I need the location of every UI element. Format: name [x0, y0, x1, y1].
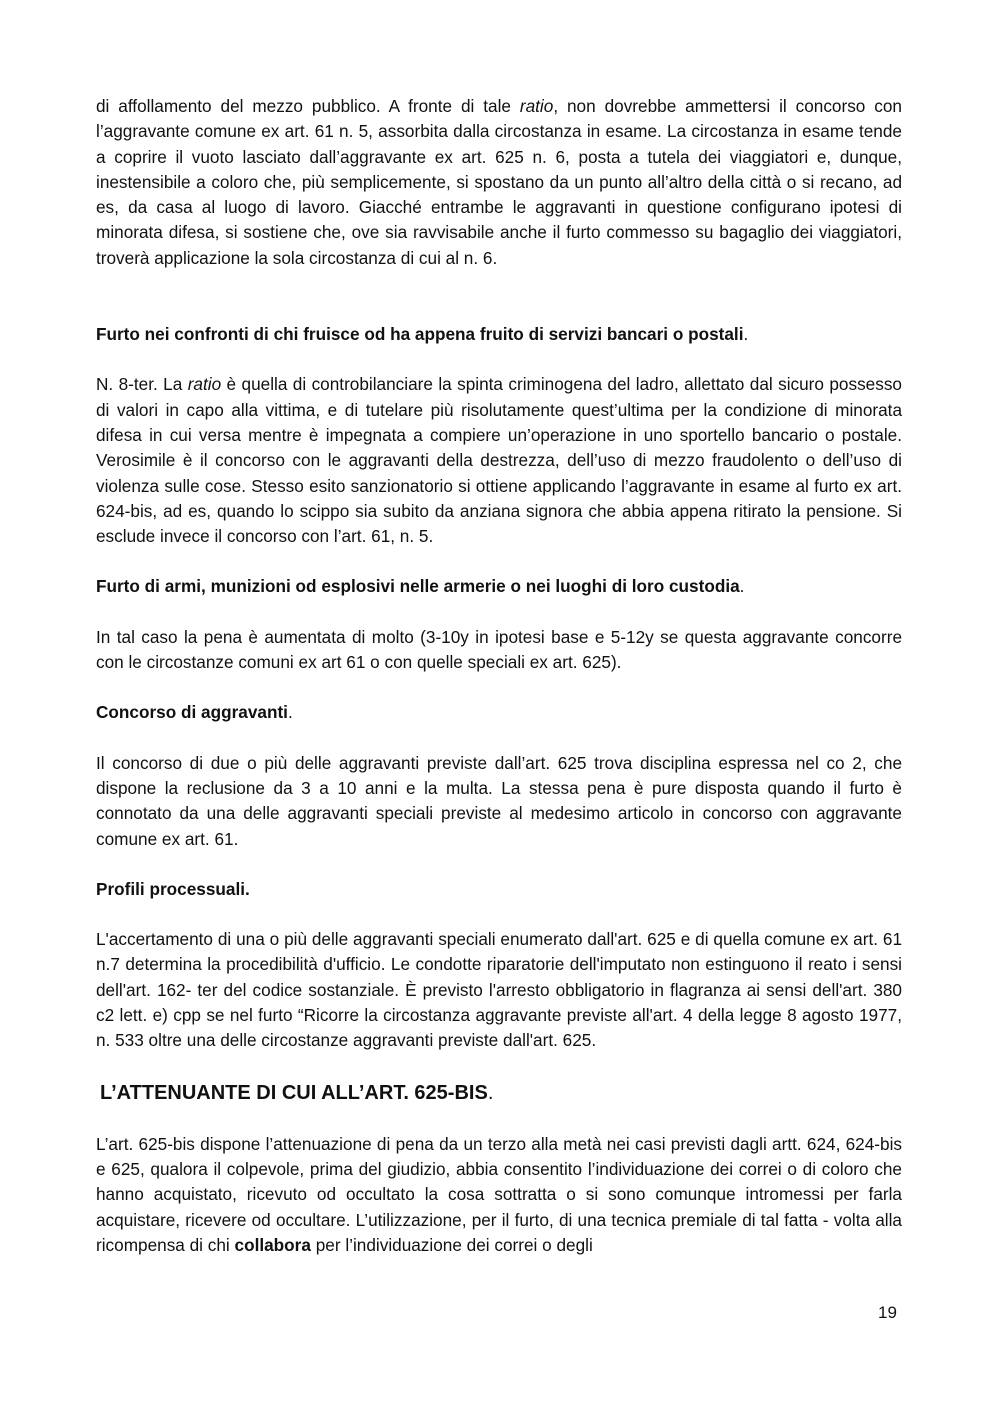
section-heading-text: L’ATTENUANTE DI CUI ALL’ART. 625-BIS [100, 1081, 488, 1104]
paragraph-pena-aumentata: In tal caso la pena è aumentata di molto (3-10y in ipotesi base e 5-12y se questa aggravante concorre con le circostanze comuni ex art 61 o con quelle speciali ex art. 625). [96, 626, 902, 673]
heading-text: Furto nei confronti di chi fruisce od ha appena fruito di servizi bancari o postali [96, 324, 744, 345]
paragraph-text: L’art. 625-bis dispone l’attenuazione di pena da un terzo alla metà nei casi previsti dagli artt. 624, 624-bis e 625, qualora il colpevole, prima del giudizio, abbia consentito l’individuazione dei correi o di coloro che hanno acquistato, ricevuto od occultato la cosa sottratta o si sono comunque intromessi per farla acquistare, ricevere od occultare. L’utilizzazione, per il furto, di una tecnica premiale di tal fatta - volta alla ricompensa di chi [96, 1133, 902, 1255]
heading-punctuation: . [739, 576, 745, 597]
paragraph-text: è quella di controbilanciare la spinta criminogena del ladro, allettato dal sicuro possesso di valori in capo alla vittima, e di tutelare più risolutamente quest’ultima per la condizione di minorata difesa in cui versa mentre è impegnata a compiere un’operazione in uno sportello bancario o postale. Verosimile è il concorso con le aggravanti della destrezza, dell’uso di mezzo fraudolento o dell’uso di violenza sulle cose. Stesso esito sanzionatorio si ottiene applicando l’aggravante in esame al furto ex art. 624-bis, ad es, quando lo scippo sia subito da anziana signora che abbia appena ritirato la pensione. Si esclude invece il concorso con l’art. 61, n. 5. [96, 374, 902, 547]
italic-term: ratio [519, 96, 554, 116]
heading-text: Profili processuali. [96, 878, 250, 899]
heading-punctuation: . [287, 702, 293, 723]
paragraph-concorso: Il concorso di due o più delle aggravanti previste dall’art. 625 trova disciplina espressa nel co 2, che dispone la reclusione da 3 a 10 anni e la multa. La stessa pena è pure disposta quando il furto è connotato da una delle aggravanti speciali previste al medesimo articolo in concorso con aggravante comune ex art. 61. [96, 752, 902, 849]
paragraph-ratio-minorata-difesa [96, 94, 902, 271]
heading-punctuation: . [743, 324, 749, 345]
paragraph-profili: L'accertamento di una o più delle aggravanti speciali enumerato dall'art. 625 e di quella comune ex art. 61 n.7 determina la procedibilità d'ufficio. Le condotte riparatorie dell'imputato non estinguono il reato i sensi dell'art. 162- ter del codice sostanziale. È previsto l'arresto obbligatorio in flagranza ai sensi dell'art. 380 c2 lett. e) cpp se nel furto “Ricorre la circostanza aggravante previste all'art. 4 della legge 8 agosto 1977, n. 533 oltre una delle circostanze aggravanti previste dall'art. 625. [96, 929, 902, 1051]
paragraph-art-625-bis [96, 1132, 902, 1258]
paragraph-text: , non dovrebbe ammettersi il concorso con l’aggravante comune ex art. 61 n. 5, assorbita dalla circostanza in esame. La circostanza in esame tende a coprire il vuoto lasciato dall’aggravante ex art. 625 n. 6, posta a tutela dei viaggiatori e, dunque, inestensibile a coloro che, più semplicemente, si spostano da un punto all’altro della città o si recano, ad es, da casa al luogo di lavoro. Giacché entrambe le aggravanti in questione configurano ipotesi di minorata difesa, si sostiene che, ove sia ravvisabile anche il furto commesso su bagaglio dei viaggiatori, troverà applicazione la sola circostanza di cui al n. 6. [96, 96, 902, 268]
section-heading-punctuation: . [487, 1081, 494, 1104]
heading-servizi-bancari [96, 322, 902, 347]
document-page [96, 94, 902, 1258]
heading-concorso-aggravanti [96, 700, 902, 725]
heading-text: Concorso di aggravanti [96, 702, 288, 723]
paragraph-text: per l’individuazione dei correi o degli [310, 1234, 593, 1255]
section-heading-attenuante [96, 1080, 902, 1106]
heading-profili-processuali [96, 877, 902, 902]
heading-text: Furto di armi, munizioni od esplosivi nelle armerie o nei luoghi di loro custodia [96, 576, 740, 597]
bold-term: collabora [234, 1234, 311, 1255]
page-number: 19 [878, 1303, 897, 1322]
heading-furto-armi [96, 574, 902, 599]
paragraph-text: N. 8-ter. La [96, 374, 188, 395]
paragraph-text: di affollamento del mezzo pubblico. A fronte di tale [96, 96, 520, 116]
italic-term: ratio [187, 374, 222, 395]
paragraph-n8-ter [96, 372, 902, 549]
